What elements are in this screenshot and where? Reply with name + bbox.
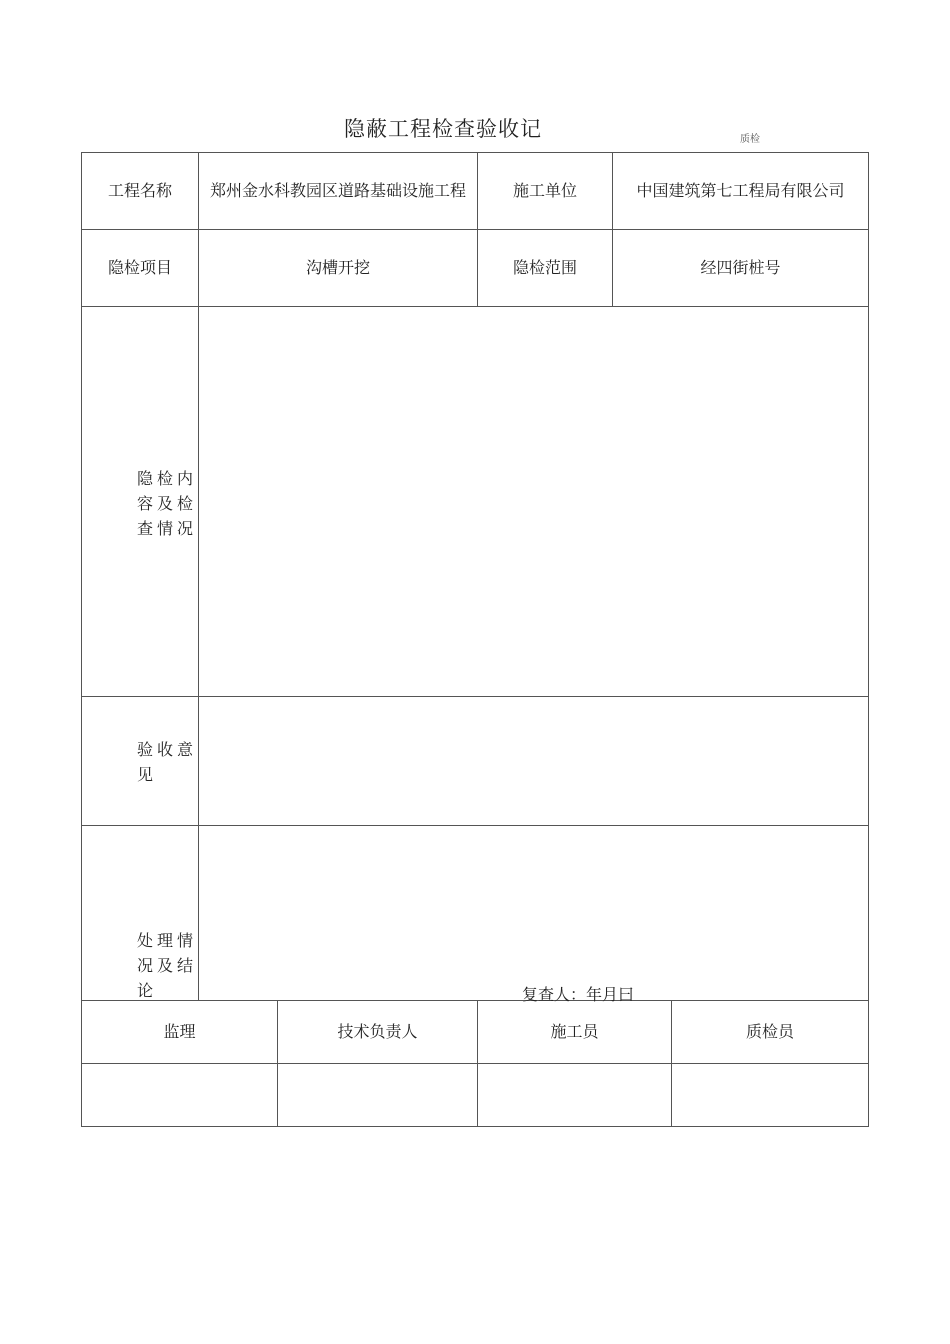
acceptance-opinion-label: 验收意见 xyxy=(137,740,198,784)
hidden-item-value: 沟槽开挖 xyxy=(305,258,370,277)
constructor-label: 施工员 xyxy=(550,1022,599,1041)
hidden-scope-label: 隐检范围 xyxy=(512,258,577,277)
supervisor-signature-cell[interactable] xyxy=(82,1064,277,1126)
corner-mark: 质检 xyxy=(740,134,760,143)
supervisor-label: 监理 xyxy=(163,1022,196,1041)
acceptance-opinion-area[interactable] xyxy=(199,697,868,825)
page-title: 隐蔽工程检查验收记 xyxy=(344,117,542,141)
construction-unit-label: 施工单位 xyxy=(512,181,577,200)
project-name-value: 郑州金水科教园区道路基础设施工程 xyxy=(209,181,466,200)
handling-conclusion-area[interactable] xyxy=(199,826,868,976)
hidden-scope-value: 经四街桩号 xyxy=(700,258,781,277)
review-signature-line: 复查人：年月曰 xyxy=(522,985,635,1004)
inspection-content-label: 隐检内容及检查情况 xyxy=(137,469,198,538)
quality-inspector-label: 质检员 xyxy=(745,1022,794,1041)
technical-lead-label: 技术负责人 xyxy=(337,1022,418,1041)
table-border-right xyxy=(868,152,869,1127)
technical-lead-signature-cell[interactable] xyxy=(278,1064,477,1126)
quality-inspector-signature-cell[interactable] xyxy=(672,1064,868,1126)
handling-conclusion-label: 处理情况及结论 xyxy=(137,931,198,1000)
table-border-bottom xyxy=(81,1126,869,1127)
hidden-item-label: 隐检项目 xyxy=(107,258,172,277)
inspection-content-area[interactable] xyxy=(199,307,868,696)
project-name-label: 工程名称 xyxy=(107,181,172,200)
construction-unit-value: 中国建筑第七工程局有限公司 xyxy=(636,181,845,200)
constructor-signature-cell[interactable] xyxy=(478,1064,671,1126)
